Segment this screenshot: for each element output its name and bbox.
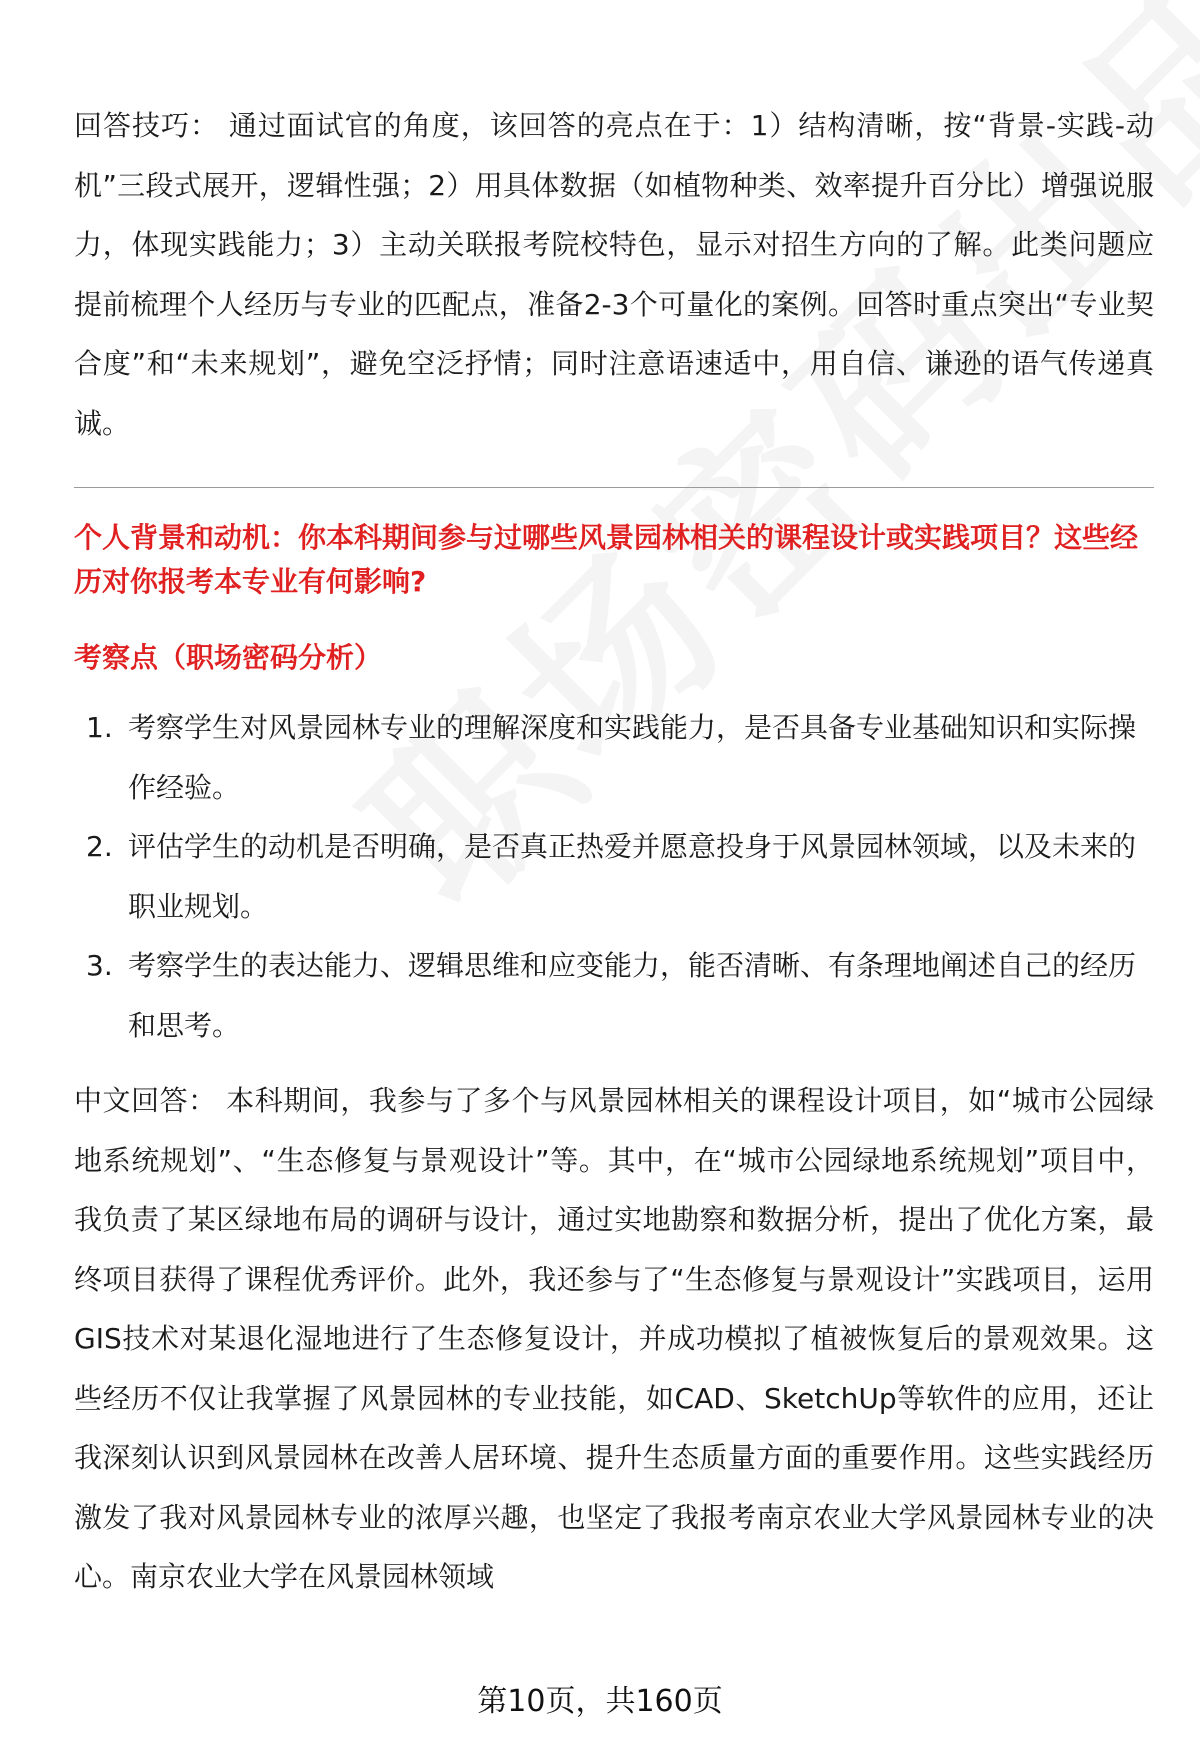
question-heading: 个人背景和动机：你本科期间参与过哪些风景园林相关的课程设计或实践项目？这些经历对你报考本专业有何影响? bbox=[74, 521, 1139, 598]
list-item-number: 3. bbox=[86, 949, 113, 982]
list-item-text: 考察学生的表达能力、逻辑思维和应变能力，能否清晰、有条理地阐述自己的经历和思考。 bbox=[128, 949, 1137, 1042]
list-item bbox=[74, 936, 1154, 1055]
page-content bbox=[74, 96, 1154, 1607]
list-item-number: 1. bbox=[86, 711, 113, 744]
page-number: 第10页，共160页 bbox=[477, 1684, 723, 1719]
analysis-list bbox=[74, 698, 1154, 1055]
section-divider bbox=[74, 487, 1154, 488]
list-item-text: 评估学生的动机是否明确，是否真正热爱并愿意投身于风景园林领域，以及未来的职业规划。 bbox=[128, 830, 1137, 923]
list-item-number: 2. bbox=[86, 830, 113, 863]
list-item bbox=[74, 698, 1154, 817]
analysis-title: 考察点（职场密码分析） bbox=[74, 641, 383, 674]
chinese-answer-paragraph: 中文回答： 本科期间，我参与了多个与风景园林相关的课程设计项目，如“城市公园绿地系统规划”、“生态修复与景观设计”等。其中，在“城市公园绿地系统规划”项目中，我负责了某区绿地布局的调研与设计，通过实地勘察和数据分析，提出了优化方案，最终项目获得了课程优秀评价。此外，我还参与了“生态修复与景观设计”实践项目，运用GIS技术对某退化湿地进行了生态修复设计，并成功模拟了植被恢复后的景观效果。这些经历不仅让我掌握了风景园林的专业技能，如CAD、SketchUp等软件的应用，还让我深刻认识到风景园林在改善人居环境、提升生态质量方面的重要作用。这些实践经历激发了我对风景园林专业的浓厚兴趣，也坚定了我报考南京农业大学风景园林专业的决心。南京农业大学在风景园林领域 bbox=[74, 1084, 1154, 1593]
list-item bbox=[74, 817, 1154, 936]
list-item-text: 考察学生对风景园林专业的理解深度和实践能力，是否具备专业基础知识和实际操作经验。 bbox=[128, 711, 1137, 804]
answer-tips-paragraph: 回答技巧： 通过面试官的角度，该回答的亮点在于：1）结构清晰，按“背景-实践-动机”三段式展开，逻辑性强；2）用具体数据（如植物种类、效率提升百分比）增强说服力，体现实践能力；3）主动关联报考院校特色，显示对招生方向的了解。此类问题应提前梳理个人经历与专业的匹配点，准备2-3个可量化的案例。回答时重点突出“专业契合度”和“未来规划”，避免空泛抒情；同时注意语速适中，用自信、谦逊的语气传递真诚。 bbox=[74, 109, 1154, 440]
